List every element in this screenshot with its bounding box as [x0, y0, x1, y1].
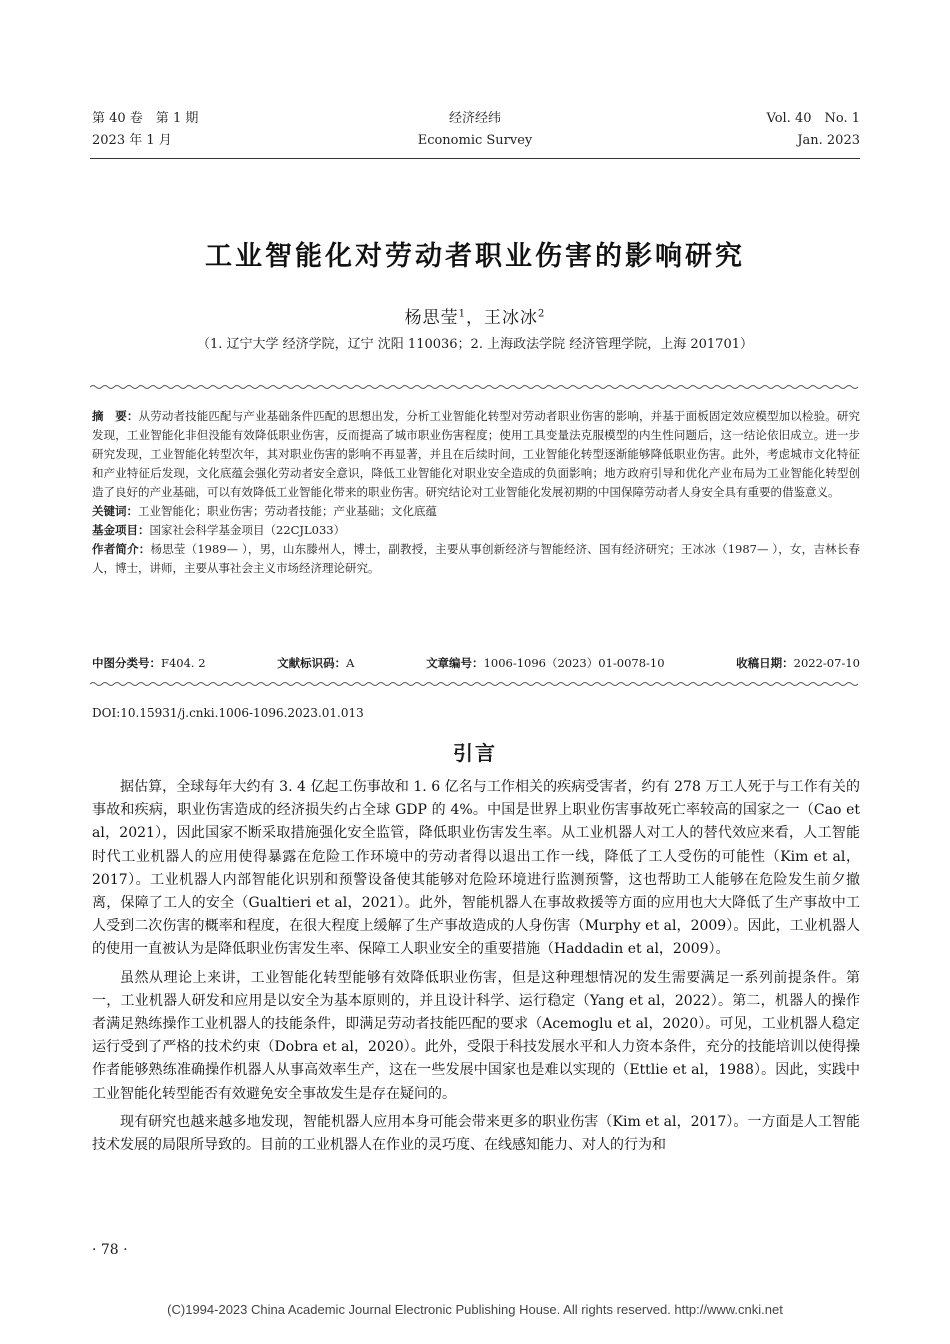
author-bio-label: 作者简介：	[92, 542, 151, 556]
received-date: 收稿日期：2022-07-10	[736, 656, 860, 670]
date-en: Jan. 2023	[797, 133, 860, 148]
fund	[92, 521, 860, 540]
paragraph: 现有研究也越来越多地发现，智能机器人应用本身可能会带来更多的职业伤害（Kim et al，2017）。一方面是人工智能技术发展的局限所导致的。目前的工业机器人在作业的灵巧度、在线感知能力、对人的行为和	[92, 1113, 860, 1154]
abstract-label: 摘 要：	[92, 409, 139, 423]
abstract	[92, 407, 860, 502]
classification-row	[92, 655, 860, 671]
fund-text: 国家社会科学基金项目（22CJL033）	[149, 523, 346, 537]
journal-name-cn: 经济经纬	[448, 111, 501, 126]
paragraph: 据估算，全球每年大约有 3. 4 亿起工伤事故和 1. 6 亿名与工作相关的疾病受害者，约有 278 万工人死于与工作有关的事故和疾病，职业伤害造成的经济损失约占全球 GDP 的 4%。中国是世界上职业伤害事故死亡率较高的国家之一（Cao et al，2021），因此国家不断采取措施强化安全监管，降低职业伤害发生率。从工业机器人对工人的替代效应来看，人工智能时代工业机器人的应用使得暴露在危险工作环境中的劳动者得以退出工作一线，降低了工人受伤的可能性（Kim et al，2017）。工业机器人内部智能化识别和预警设备使其能够对危险环境进行监测预警，这也帮助工人能够在危险发生前夕撤离，保障了工人的安全（Gualtieri et al，2021）。此外，智能机器人在事故救援等方面的应用也大大降低了生产事故中工人受到二次伤害的概率和程度，在很大程度上缓解了生产事故造成的人身伤害（Murphy et al，2009）。因此，工业机器人的使用一直被认为是降低职业伤害发生率、保障工人职业安全的重要措施（Haddadin et al，2009）。	[92, 779, 860, 958]
article-number: 文章编号：1006-1096（2023）01-0078-10	[426, 656, 665, 670]
section-title: 引言	[453, 741, 497, 765]
keywords-label: 关键词：	[92, 504, 138, 518]
abstract-block	[92, 407, 860, 578]
author-affil-marker: 1	[458, 308, 466, 320]
keywords-text: 工业智能化；职业伤害；劳动者技能；产业基础；文化底蕴	[138, 504, 437, 518]
author-name: 杨思莹	[404, 308, 459, 328]
abstract-text: 从劳动者技能匹配与产业基础条件匹配的思想出发，分析工业智能化转型对劳动者职业伤害的影响，并基于面板固定效应模型加以检验。研究发现，工业智能化非但没能有效降低职业伤害，反而提高了城市职业伤害程度；使用工具变量法克服模型的内生性问题后，这一结论依旧成立。进一步研究发现，工业智能化转型次年，其对职业伤害的影响不再显著，并且在后续时间，工业智能化转型逐渐能够降低职业伤害。此外，考虑城市文化特征和产业特征后发现，文化底蕴会强化劳动者安全意识，降低工业智能化对职业安全造成的负面影响；地方政府引导和优化产业布局为工业智能化转型创造了良好的产业基础，可以有效降低工业智能化带来的职业伤害。研究结论对工业智能化发展初期的中国保障劳动者人身安全具有重要的借鉴意义。	[92, 409, 861, 499]
fund-label: 基金项目：	[92, 523, 150, 537]
paragraph: 虽然从理论上来讲，工业智能化转型能够有效降低职业伤害，但是这种理想情况的发生需要满足一系列前提条件。第一，工业机器人研发和应用是以安全为基本原则的，并且设计科学、运行稳定（Yang et al，2022）。第二，机器人的操作者满足熟练操作工业机器人的技能条件，即满足劳动者技能匹配的要求（Acemoglu et al，2020）。可见，工业机器人稳定运行受到了严格的技术约束（Dobra et al，2020）。此外，受限于科技发展水平和人力资本条件，充分的技能培训以使得操作者能够熟练准确操作机器人从事高效率生产，这在一些发展中国家也是难以实现的（Ettlie et al，1988）。因此，实践中工业智能化转型能否有效避免安全事故发生是存在疑问的。	[92, 969, 860, 1102]
header-rule	[90, 158, 860, 159]
author-separator: ，	[466, 308, 484, 328]
date-cn: 2023 年 1 月	[92, 133, 172, 148]
running-header-right	[767, 111, 861, 155]
page-number: · 78 ·	[92, 1242, 128, 1258]
author-affil-marker: 2	[538, 308, 546, 320]
author-line	[0, 303, 950, 328]
doi: DOI:10.15931/j.cnki.1006-1096.2023.01.013	[92, 706, 364, 720]
volume-issue-cn: 第 40 卷 第 1 期	[92, 111, 199, 126]
keywords	[92, 502, 860, 521]
wavy-divider-top	[90, 384, 860, 390]
author-bio-text: 杨思莹（1989— ），男，山东滕州人，博士，副教授，主要从事创新经济与智能经济、国有经济研究；王冰冰（1987— ），女，吉林长春人，博士，讲师，主要从事社会主义市场经济理论研究。	[92, 542, 860, 575]
body-text	[92, 776, 860, 1162]
author-name: 王冰冰	[484, 308, 538, 328]
wavy-divider-bottom	[90, 681, 860, 687]
article-title: 工业智能化对劳动者职业伤害的影响研究	[205, 241, 745, 272]
journal-name-en: Economic Survey	[417, 133, 533, 148]
author-bio	[92, 540, 860, 578]
copyright-footer: (C)1994-2023 China Academic Journal Electronic Publishing House. All rights reserved. http://www.cnki.net	[167, 1302, 783, 1317]
clc-number: 中图分类号：F404. 2	[92, 656, 206, 670]
document-code: 文献标识码：A	[277, 656, 355, 670]
volume-issue-en: Vol. 40 No. 1	[766, 111, 860, 126]
affiliations: （1. 辽宁大学 经济学院，辽宁 沈阳 110036；2. 上海政法学院 经济管理学院，上海 201701）	[197, 337, 753, 352]
